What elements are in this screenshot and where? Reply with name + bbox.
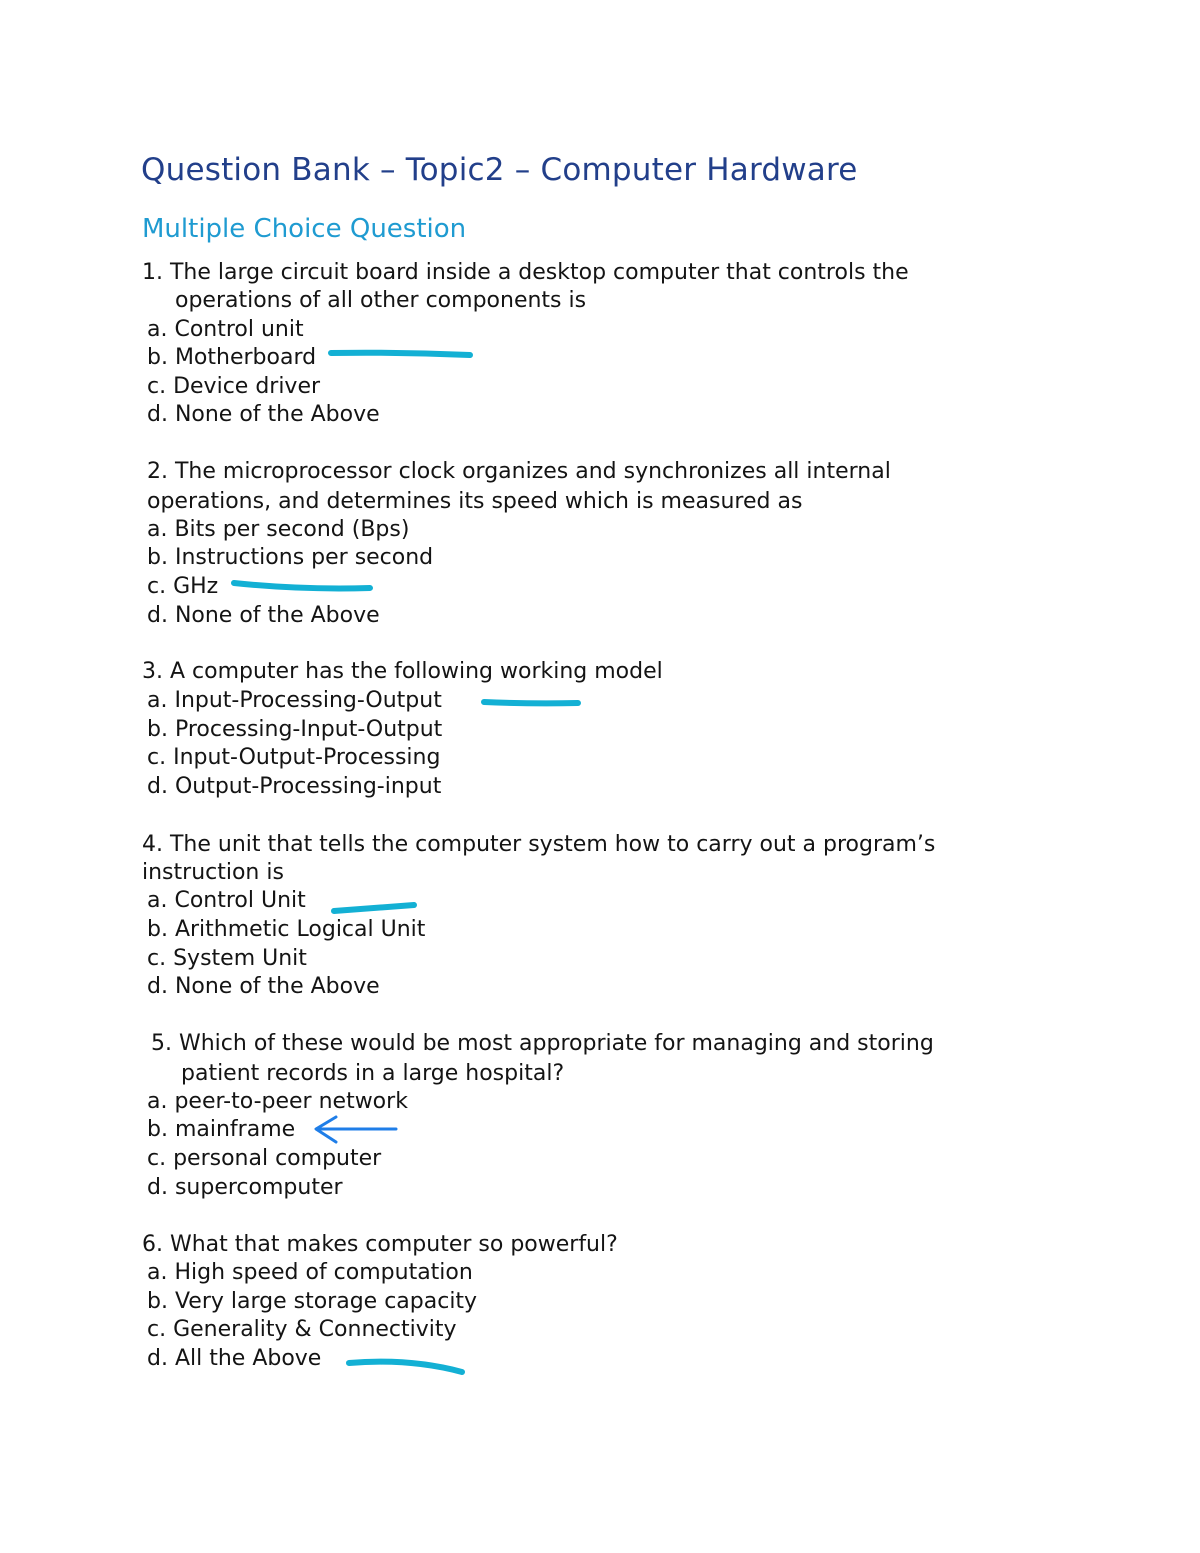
question-2-stem-line-1: 2. The microprocessor clock organizes and synchronizes all internal xyxy=(147,459,891,484)
question-1-option-c: c. Device driver xyxy=(147,374,321,399)
question-1-option-a: a. Control unit xyxy=(147,317,304,342)
question-2-option-a: a. Bits per second (Bps) xyxy=(147,517,410,542)
question-4-stem-line-1: 4. The unit that tells the computer system how to carry out a program’s xyxy=(142,832,936,857)
question-3-stem-line-1: 3. A computer has the following working model xyxy=(142,659,663,684)
question-5-option-b: b. mainframe xyxy=(147,1117,296,1142)
question-3-option-a: a. Input-Processing-Output xyxy=(147,688,442,713)
question-2-stem-line-2: operations, and determines its speed which is measured as xyxy=(147,489,803,514)
question-4-option-a: a. Control Unit xyxy=(147,888,306,913)
underline-mark-q3 xyxy=(484,702,578,703)
question-3-option-d: d. Output-Processing-input xyxy=(147,774,442,799)
question-4-option-c: c. System Unit xyxy=(147,946,307,971)
question-5-stem-line-1: 5. Which of these would be most appropriate for managing and storing xyxy=(151,1031,934,1056)
question-6-option-d: d. All the Above xyxy=(147,1346,322,1371)
question-5-stem-line-2: patient records in a large hospital? xyxy=(181,1061,565,1086)
question-6-option-c: c. Generality & Connectivity xyxy=(147,1317,457,1342)
question-5-option-c: c. personal computer xyxy=(147,1146,382,1171)
question-4-stem-line-2: instruction is xyxy=(142,860,284,885)
question-5-option-a: a. peer-to-peer network xyxy=(147,1089,408,1114)
page-title: Question Bank – Topic2 – Computer Hardware xyxy=(141,152,858,188)
question-6-option-a: a. High speed of computation xyxy=(147,1260,473,1285)
question-6-option-b: b. Very large storage capacity xyxy=(147,1289,478,1314)
section-heading: Multiple Choice Question xyxy=(142,214,467,244)
question-4-option-b: b. Arithmetic Logical Unit xyxy=(147,917,426,942)
question-3-option-c: c. Input-Output-Processing xyxy=(147,745,441,770)
question-1-option-d: d. None of the Above xyxy=(147,402,380,427)
question-1-option-b: b. Motherboard xyxy=(147,345,317,370)
question-3-option-b: b. Processing-Input-Output xyxy=(147,717,443,742)
question-4-option-d: d. None of the Above xyxy=(147,974,380,999)
underline-mark-q2 xyxy=(234,583,370,588)
question-1-stem-line-2: operations of all other components is xyxy=(175,288,587,313)
question-5-option-d: d. supercomputer xyxy=(147,1175,343,1200)
underline-mark-q4 xyxy=(334,905,414,911)
arrow-left-icon xyxy=(316,1117,396,1142)
question-1-stem-line-1: 1. The large circuit board inside a desktop computer that controls the xyxy=(142,260,909,285)
question-2-option-b: b. Instructions per second xyxy=(147,545,434,570)
question-2-option-c: c. GHz xyxy=(147,574,219,599)
underline-mark-q6 xyxy=(349,1362,462,1372)
question-2-option-d: d. None of the Above xyxy=(147,603,380,628)
underline-mark-q1 xyxy=(331,353,470,355)
question-6-stem-line-1: 6. What that makes computer so powerful? xyxy=(142,1232,618,1257)
